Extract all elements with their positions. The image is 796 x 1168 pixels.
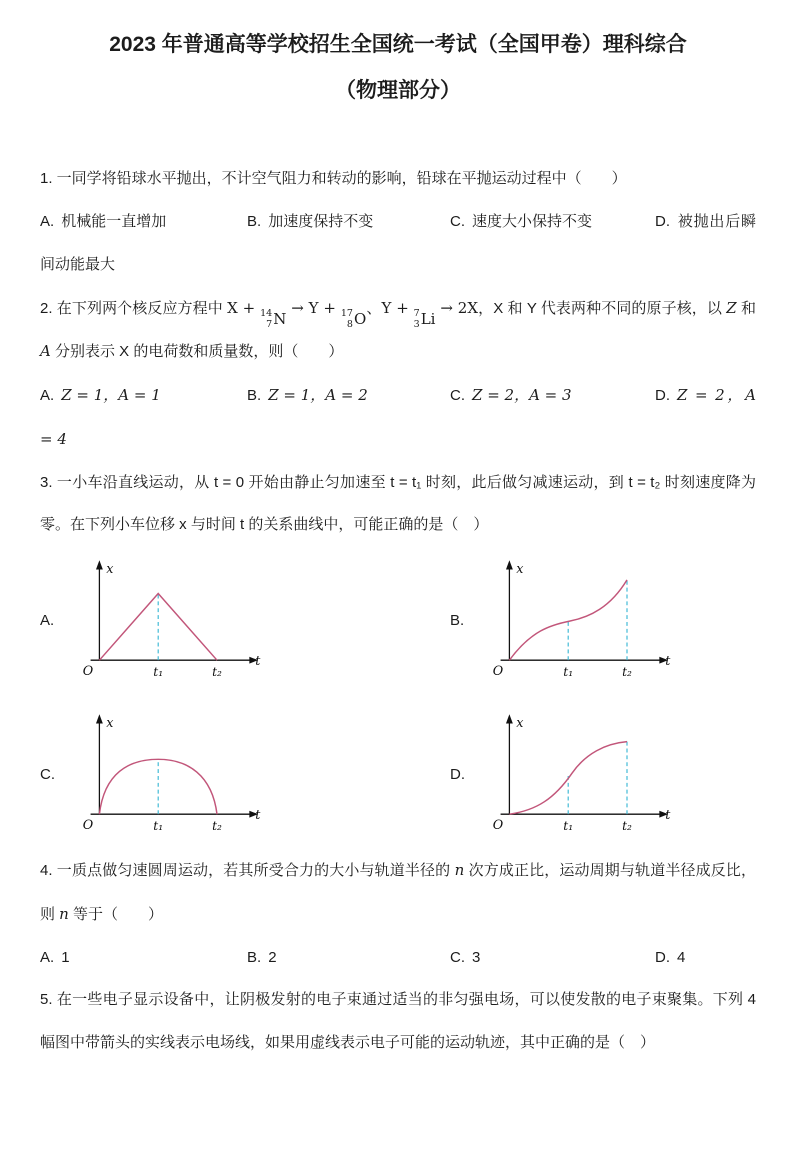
t2-tick-label: t₂ (212, 665, 222, 680)
option-a-text: 1 (61, 948, 70, 966)
option-b-value: Z = 1，A = 2 (268, 386, 368, 405)
y-axis-label: x (106, 562, 114, 578)
q2-formula-separator: 、Y + (366, 298, 414, 317)
graph-b-label: B. (450, 611, 465, 629)
nuclide-o17-symbol: O (353, 310, 367, 329)
option-c (450, 374, 655, 418)
position-time-graph-c (70, 709, 266, 839)
option-c-label: C. (450, 213, 465, 231)
q2-formula-x-plus: X + (227, 298, 261, 317)
option-c (450, 937, 655, 980)
q4-var-n: n (454, 861, 465, 880)
nuclide-o17-mass: 17 (340, 307, 353, 319)
nuclide-li7-mass: 7 (413, 307, 420, 319)
option-d-label: D. (655, 387, 670, 405)
q2-stem-prefix: 2. 在下列两个核反应方程中 (40, 299, 228, 317)
y-axis-label: x (516, 716, 524, 732)
option-a-text: 机械能一直增加 (61, 213, 167, 231)
option-a-label: A. (40, 387, 55, 405)
question-1 (40, 158, 756, 286)
graph-c-label: C. (40, 765, 55, 783)
nuclide-o17-charge: 8 (346, 318, 353, 330)
q2-formula-arrow-y-plus: → Y + (286, 298, 341, 317)
x-axis-label: t (255, 654, 261, 670)
option-b-text: 2 (268, 948, 277, 966)
option-d-value: Z = 2，A = 4 (40, 386, 756, 448)
q4-var-n: n (59, 904, 69, 923)
q2-formula-2x: → 2X (435, 298, 478, 317)
position-time-graph-b (480, 555, 676, 685)
exam-title (40, 22, 756, 114)
origin-label: O (492, 818, 504, 834)
option-c-label: C. (450, 387, 465, 405)
nuclide-li7-charge: 3 (413, 318, 420, 330)
t1-tick-label: t₁ (153, 819, 164, 834)
origin-label: O (492, 664, 504, 680)
nuclide-li7-scripts (414, 309, 420, 331)
nuclide-n14-scripts (260, 309, 272, 331)
q4-stem-mid: 次方成正比，运动周期与轨道半径成反比，则 (40, 862, 756, 923)
question-2 (40, 287, 756, 462)
x-axis-label: t (665, 808, 671, 824)
nuclide-li7-symbol: Li (420, 310, 436, 329)
nuclide-n14-symbol: N (273, 310, 287, 329)
t1-tick-label: t₁ (563, 819, 574, 834)
option-b-label: B. (247, 948, 262, 966)
curve-b (509, 580, 627, 660)
option-c (450, 201, 655, 244)
y-axis-arrow-icon (96, 560, 103, 569)
nuclide-li7 (414, 309, 436, 331)
option-b (247, 937, 450, 980)
option-a-label: A. (40, 948, 55, 966)
nuclide-n14-charge: 7 (266, 318, 273, 330)
option-d-text: 4 (677, 948, 686, 966)
option-b (247, 374, 450, 418)
q2-stem-suffix: 分别表示 X 的电荷数和质量数，则（ ） (50, 343, 344, 361)
question-3 (40, 462, 756, 840)
option-c-label: C. (450, 948, 465, 966)
y-axis-label: x (516, 562, 524, 578)
option-c-value: Z = 2，A = 3 (472, 386, 572, 405)
question-4-stem (40, 849, 756, 937)
origin-label: O (82, 664, 94, 680)
q4-stem-prefix: 4. 一质点做匀速圆周运动，若其所受合力的大小与轨道半径的 (40, 862, 455, 880)
graph-option-a (40, 555, 450, 685)
x-axis-label: t (255, 808, 261, 824)
t2-tick-label: t₂ (212, 819, 222, 834)
question-2-stem (40, 287, 756, 375)
y-axis-arrow-icon (506, 560, 513, 569)
question-4-options (40, 937, 756, 980)
question-3-graphs (40, 555, 756, 839)
graph-option-d (450, 709, 756, 839)
question-3-stem: 3. 一小车沿直线运动，从 t = 0 开始由静止匀加速至 t = t₁ 时刻，此后做匀减速运动，到 t = t₂ 时刻速度降为零。在下列小车位移 x 与时间 t 的关系曲线中，可能正确的是（ ） (40, 473, 756, 534)
nuclide-n14-mass: 14 (260, 307, 273, 319)
origin-label: O (82, 818, 94, 834)
question-5-stem: 5. 在一些电子显示设备中，让阴极发射的电子束通过适当的非匀强电场，可以使发散的电子束聚集。下列 4 幅图中带箭头的实线表示电场线，如果用虚线表示电子可能的运动轨迹，其中正确的是（ ） (40, 991, 756, 1052)
option-a-value: Z = 1，A = 1 (61, 386, 161, 405)
y-axis-arrow-icon (96, 714, 103, 723)
exam-title-line1: 2023 年普通高等学校招生全国统一考试（全国甲卷）理科综合 (109, 33, 687, 56)
question-4 (40, 849, 756, 979)
option-c-text: 速度大小保持不变 (472, 213, 593, 231)
option-d-label: D. (655, 948, 670, 966)
option-b-text: 加速度保持不变 (268, 213, 374, 231)
q2-stem-mid: ，X 和 Y 代表两种不同的原子核，以 (478, 299, 727, 317)
y-axis-arrow-icon (506, 714, 513, 723)
nuclide-n14 (260, 309, 286, 331)
graph-option-b (450, 555, 756, 685)
q4-stem-suffix: 等于（ ） (68, 905, 164, 923)
graph-d-label: D. (450, 765, 465, 783)
position-time-graph-d (480, 709, 676, 839)
option-b (247, 201, 450, 244)
option-b-label: B. (247, 387, 262, 405)
option-a (40, 374, 247, 418)
option-c-text: 3 (472, 948, 481, 966)
nuclide-o17 (341, 309, 366, 331)
q2-var-z: Z (726, 298, 737, 317)
t1-tick-label: t₁ (563, 665, 574, 680)
y-axis-label: x (106, 716, 114, 732)
nuclide-o17-scripts (341, 309, 353, 331)
x-axis-label: t (665, 654, 671, 670)
graph-option-c (40, 709, 450, 839)
question-2-options (40, 374, 756, 462)
option-a-label: A. (40, 213, 55, 231)
exam-title-line2: （物理部分） (335, 79, 461, 103)
curve-d (509, 742, 627, 815)
option-d-label: D. (655, 213, 670, 231)
position-time-graph-a (70, 555, 266, 685)
option-a (40, 201, 247, 244)
graph-a-label: A. (40, 611, 55, 629)
t2-tick-label: t₂ (622, 665, 632, 680)
q2-reaction-equations (227, 298, 478, 330)
question-1-stem: 1. 一同学将铅球水平抛出，不计空气阻力和转动的影响，铅球在平抛运动过程中（ ） (40, 170, 627, 188)
t2-tick-label: t₂ (622, 819, 632, 834)
question-5 (40, 979, 756, 1065)
q2-var-a: A (40, 342, 51, 361)
q2-stem-and: 和 (736, 299, 756, 317)
t1-tick-label: t₁ (153, 665, 164, 680)
question-1-options (40, 201, 756, 287)
option-a (40, 937, 247, 980)
option-d-text: 被抛出后瞬间动能最大 (40, 213, 756, 273)
option-d (655, 949, 685, 966)
option-b-label: B. (247, 213, 262, 231)
